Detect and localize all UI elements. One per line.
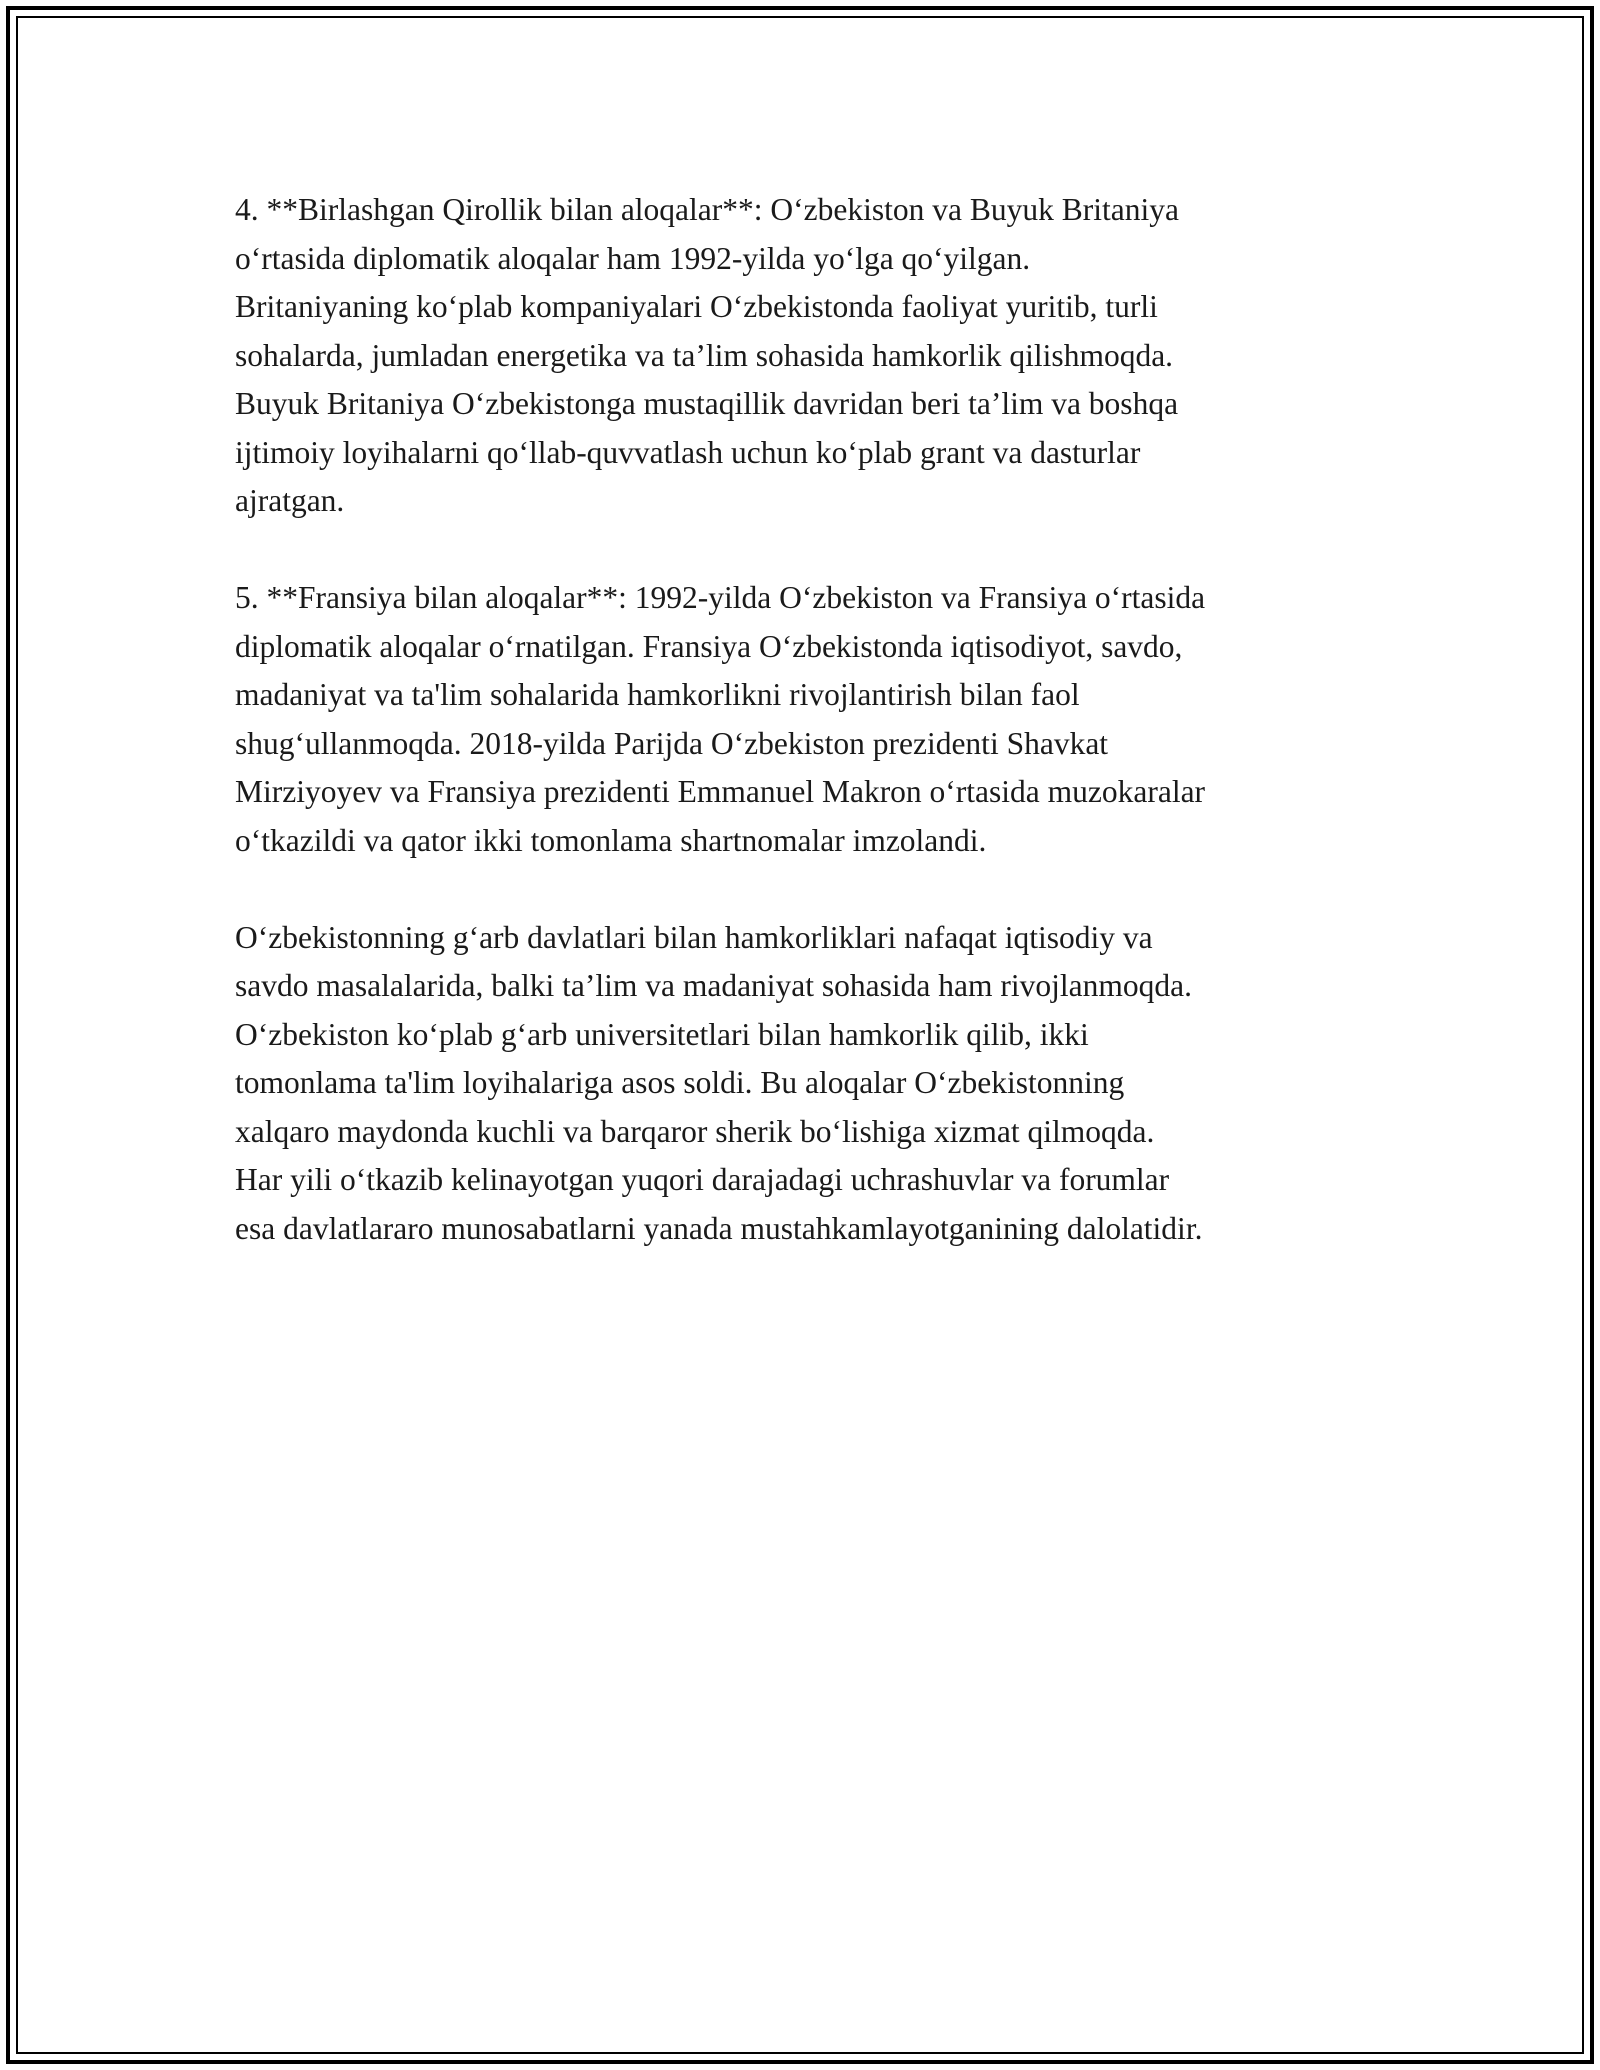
paragraph-france-relations: 5. **Fransiya bilan aloqalar**: 1992-yilda O‘zbekiston va Fransiya o‘rtasida diplomatik aloqalar o‘rnatilgan. Fransiya O‘zbekistonda iqtisodiyot, savdo, madaniyat va ta'lim sohalarida hamkorlikni rivojlantirish bilan faol shug‘ullanmoqda. 2018-yilda Parijda O‘zbekiston prezidenti Shavkat Mirziyoyev va Fransiya prezidenti Emmanuel Makron o‘rtasida muzokaralar o‘tkazildi va qator ikki tomonlama shartnomalar imzolandi. bbox=[235, 580, 1206, 858]
document-body bbox=[235, 186, 1375, 1302]
paragraph-conclusion: O‘zbekistonning g‘arb davlatlari bilan hamkorliklari nafaqat iqtisodiy va savdo masalalarida, balki ta’lim va madaniyat sohasida ham rivojlanmoqda. O‘zbekiston ko‘plab g‘arb universitetlari bilan hamkorlik qilib, ikki tomonlama ta'lim loyihalariga asos soldi. Bu aloqalar O‘zbekistonning xalqaro maydonda kuchli va barqaror sherik bo‘lishiga xizmat qilmoqda. Har yili o‘tkazib kelinayotgan yuqori darajadagi uchrashuvlar va forumlar esa davlatlararo munosabatlarni yanada mustahkamlayotganining dalolatidir. bbox=[235, 919, 1203, 1246]
paragraph-uk-relations: 4. **Birlashgan Qirollik bilan aloqalar**: O‘zbekiston va Buyuk Britaniya o‘rtasida diplomatik aloqalar ham 1992-yilda yo‘lga qo‘yilgan. Britaniyaning ko‘plab kompaniyalari O‘zbekistonda faoliyat yuritib, turli sohalarda, jumladan energetika va ta’lim sohasida hamkorlik qilishmoqda. Buyuk Britaniya O‘zbekistonga mustaqillik davridan beri ta’lim va boshqa ijtimoiy loyihalarni qo‘llab-quvvatlash uchun ko‘plab grant va dasturlar ajratgan. bbox=[235, 192, 1179, 518]
